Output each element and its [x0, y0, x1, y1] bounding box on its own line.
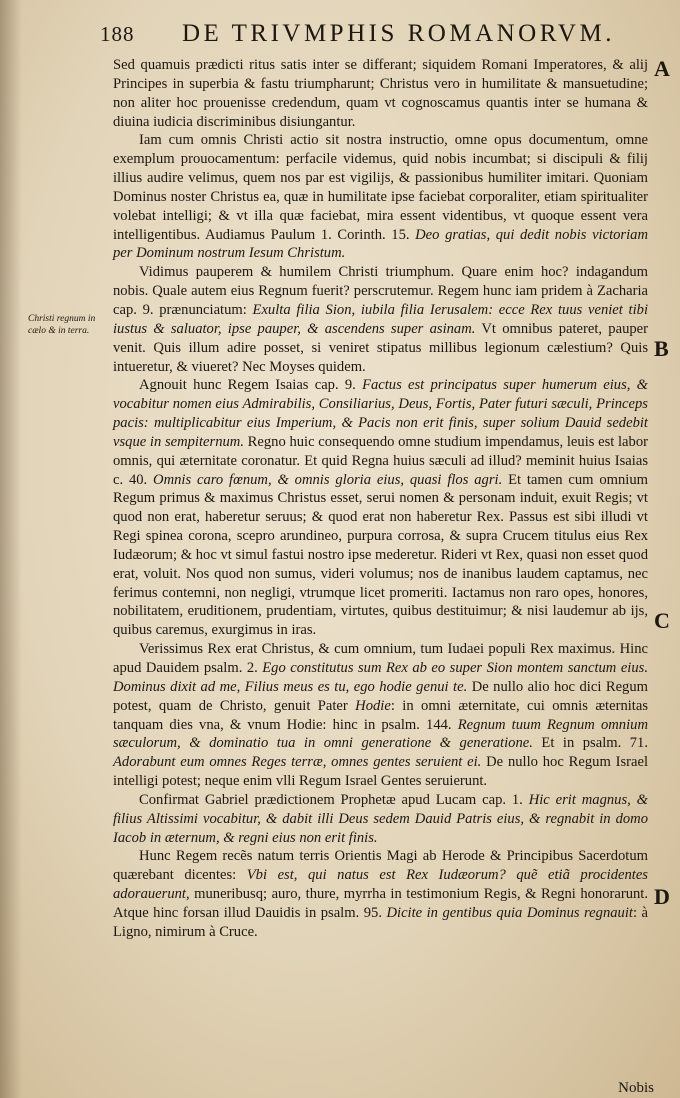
italic-quotation: Deo gratias, qui dedit nobis victoriam per Dominum nostrum Iesum Christum. [113, 226, 648, 262]
italic-quotation: Regnum tuum Regnum omnium sæculorum, & dominatio tua in omni generatione & generatione. [113, 716, 648, 752]
running-title: DE TRIVMPHIS ROMANORVM. [182, 20, 615, 47]
italic-quotation: Dicite in gentibus quia Dominus regnauit [386, 904, 633, 921]
text-run: Et tamen cum omnium Regum primus & maximus Christus esset, serui nomen & personam induit, exuit Regis; vt quod non erat, haberetur seruus; & quod erat non haberetur Rex. Passus est sibi illudi vt Regi spinea corona, scepro arundineo, purpura corrosa, & supra Crucem titulus eius Rex Iudæorum; & hoc vt simul fastui nostro ipse mederetur. Rideri vt Rex, quasi non esset quod erat, voluit. Nos quod non sumus, videri volumus; nos de inanibus laudem captamus, nec ferimus contemni, non negligi, vtrumque licet promeriti. Iactamus non raro opes, honores, nobilitatem, eruditionem, prudentiam, virtutes, quibus destituimur; & nisi laudemur ab ijs, quibus caremus, exurgimus in iras. [113, 471, 648, 639]
italic-quotation: Ego constitutus sum Rex ab eo super Sion montem sanctum eius. Dominus dixit ad me, Filius meus es tu, ego hodie genui te. [113, 660, 648, 695]
text-run: De nullo alio hoc dici Regum potest, quam de Christo, genuit Pater [113, 678, 648, 714]
page-header [100, 20, 620, 54]
italic-quotation: Exulta filia Sion, iubila filia Ierusalem: ecce Rex tuus veniet tibi iustus & saluator, ipse pauper, & ascendens super asinam. [113, 301, 649, 337]
text-run: Vidimus pauperem & humilem Christi triumphum. Quare enim hoc? indagandum nobis. Quale autem eius Regnum fuerit? perscrutemur. Regem hunc iam pridem à Zacharia cap. 9. prænunciatum: [113, 264, 648, 318]
text-run: Verissimus Rex erat Christus, & cum omnium, tum Iudaei populi Rex maximus. Hinc apud Dauidem psalm. 2. [113, 641, 648, 676]
italic-quotation: Hic erit magnus, & filius Altissimi vocabitur, & dabit illi Deus sedem Dauid Patris eius, & regnabit in domo Iacob in æternum, & regni eius non erit finis. [113, 791, 648, 846]
text-run: muneribusq; auro, thure, myrrha in testimonium Regis, & Regni honorarunt. Atque hinc forsan illud Dauidis in psalm. 95. [113, 886, 648, 921]
text-run: Vt omnibus pateret, pauper venit. Quis illum adire posset, si veniret stipatus millibus legionum cælestium? Quis intueretur, & viueret? Nec Moyses quidem. [113, 320, 649, 375]
italic-quotation: Adorabunt eum omnes Reges terræ, omnes gentes seruient ei. [113, 754, 482, 771]
text-run: Iam cum omnis Christi actio sit nostra instructio, omne opus documentum, omne exemplum prouocamentum: perfacile videmus, quid nobis incumbat; si discipuli & filij illius audire velimus, quem nos par est vigilijs, & passionibus humiliter imitari. Quoniam Dominus noster Christus ea, quæ in humilitate ipse faciebat corporaliter, etiam spiritualiter volebat intelligi; & vt illa quæ faciebat, mira essent videntibus, vt quoque essent vera intelligentibus. Audiamus Paulum 1. Corinth. 15. [113, 132, 648, 243]
page-number: 188 [100, 22, 135, 46]
text-run: Confirmat Gabriel prædictionem Prophetæ apud Lucam cap. 1. [139, 791, 529, 808]
text-run: De nullo hoc Regum Israel intelligi potest; neque enim vlli Regum Israel Gentes seruierunt. [113, 754, 649, 790]
italic-quotation: Hodie [355, 697, 391, 714]
margin-letter-c: C [654, 608, 670, 633]
catchword: Nobis [618, 1080, 654, 1096]
body-text [113, 56, 648, 942]
margin-note: Christi regnum in cælo & in terra. [28, 314, 96, 336]
paragraph [113, 263, 648, 376]
text-run: Sed quamuis prædicti ritus satis inter se differant; siquidem Romani Imperatores, & alij Principes in superbia & fastu triumpharunt; Christus vero in humilitate & mansuetudine; non aliter hoc prouenisse credendum, quam vt cognoscamus quantis inter se humana & diuina iudicia discriminibus disiungantur. [113, 57, 648, 130]
italic-quotation: Omnis caro fœnum, & omnis gloria eius, quasi flos agri. [153, 471, 503, 488]
paragraph [113, 131, 648, 263]
paragraph [113, 56, 648, 131]
text-run: Agnouit hunc Regem Isaias cap. 9. [139, 377, 363, 394]
margin-letter-a: A [654, 56, 670, 81]
margin-letter-d: D [654, 884, 670, 909]
paragraph [113, 376, 648, 640]
paragraph [113, 640, 648, 791]
italic-quotation: Vbi est, qui natus est Rex Iudæorum? quẽ etiã procidentes adorauerunt, [113, 867, 648, 903]
text-run: Regno huic consequendo omne studium impendamus, leuis est labor omnis, qui æternitate coronatur. Et quid Regna huius sæculi ad illud? meminit huius Isaias c. 40. [113, 433, 648, 488]
paragraph [113, 847, 648, 941]
text-run: : in omni æternitate, cui omnis æternitas tanquam dies vna, & vnum Hodie: hinc in psalm. 144. [113, 697, 649, 733]
text-run: Et in psalm. 71. [532, 735, 649, 752]
margin-letter-b: B [654, 336, 669, 361]
paragraph [113, 791, 648, 848]
text-run: : à Ligno, nimirum à Cruce. [113, 904, 648, 940]
italic-quotation: Factus est principatus super humerum eius, & vocabitur nomen eius Admirabilis, Consiliarius, Deus, Fortis, Pater futuri sæculi, Princeps pacis: multiplicabitur eius Imperium, & Pacis non erit finis, super solium Dauid sedebit vsque in sempiternum. [113, 377, 648, 450]
text-run: Hunc Regem recẽs natum terris Orientis Magi ab Herode & Principibus Sacerdotum quærebant dicentes: [113, 848, 648, 884]
